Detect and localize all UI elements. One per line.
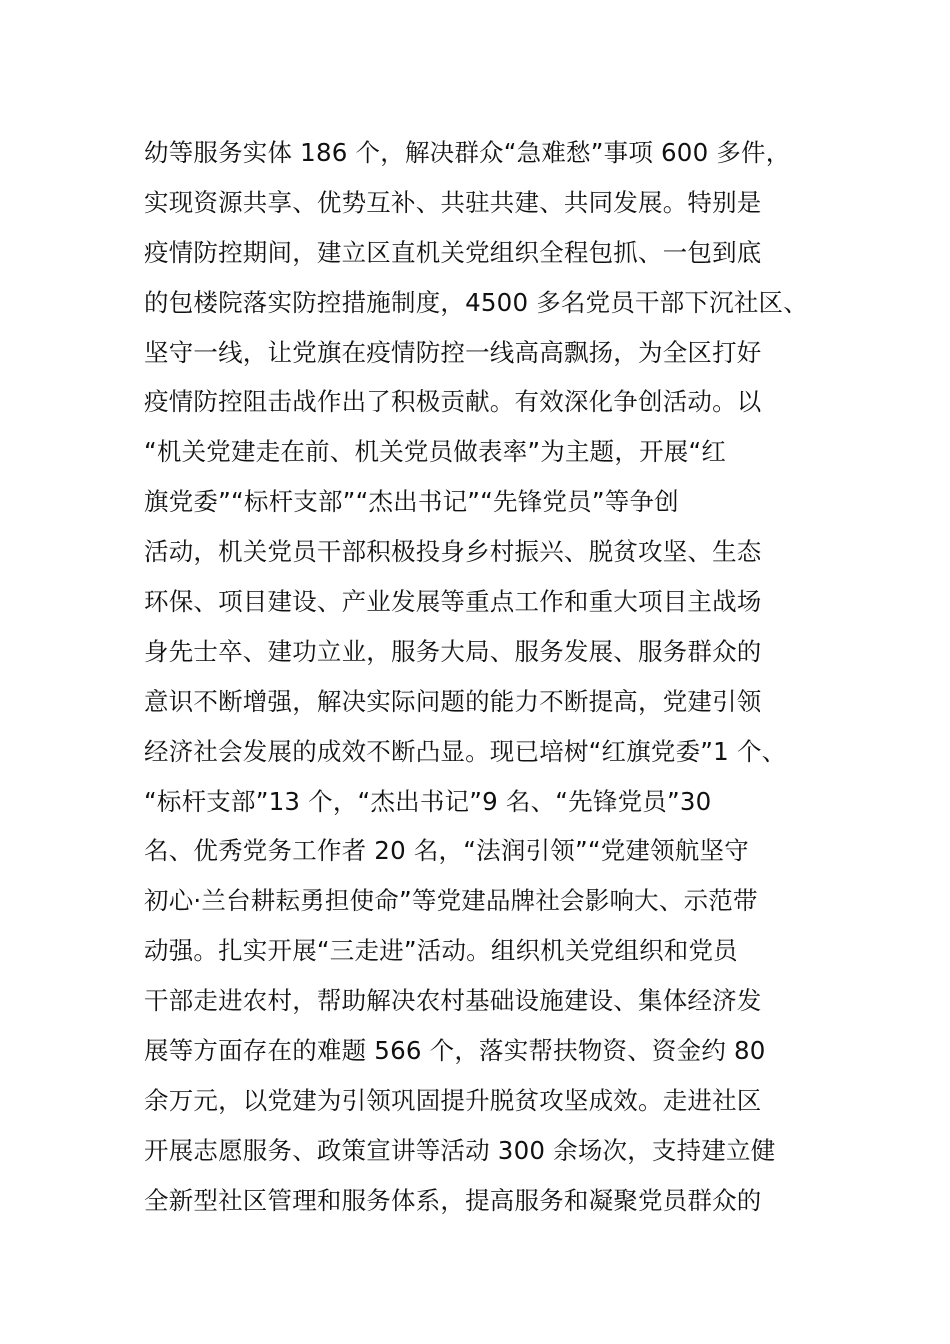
- body-text: [144, 128, 834, 1226]
- text-line: 名、优秀党务工作者 20 名，“法润引领”“党建领航坚守: [144, 836, 749, 866]
- text-line: 的包楼院落实防控措施制度，4500 多名党员干部下沉社区、: [144, 287, 808, 317]
- text-line: 全新型社区管理和服务体系，提高服务和凝聚党员群众的: [144, 1185, 762, 1215]
- text-line: 旗党委”“标杆支部”“杰出书记”“先锋党员”等争创: [144, 487, 679, 517]
- text-line: 疫情防控期间，建立区直机关党组织全程包抓、一包到底: [144, 237, 762, 267]
- text-line: 动强。扎实开展“三走进”活动。组织机关党组织和党员: [144, 936, 738, 966]
- text-line: 余万元，以党建为引领巩固提升脱贫攻坚成效。走进社区: [144, 1085, 762, 1115]
- text-line: 展等方面存在的难题 566 个，落实帮扶物资、资金约 80: [144, 1036, 766, 1066]
- text-line: 坚守一线，让党旗在疫情防控一线高高飘扬，为全区打好: [144, 337, 762, 367]
- text-line: 经济社会发展的成效不断凸显。现已培树“红旗党委”1 个、: [144, 736, 787, 766]
- text-line: 干部走进农村，帮助解决农村基础设施建设、集体经济发: [144, 986, 762, 1016]
- text-line: 实现资源共享、优势互补、共驻共建、共同发展。特别是: [144, 187, 762, 217]
- text-line: “标杆支部”13 个，“杰出书记”9 名、“先锋党员”30: [144, 786, 712, 816]
- text-line: 开展志愿服务、政策宣讲等活动 300 余场次，支持建立健: [144, 1135, 776, 1165]
- text-line: 幼等服务实体 186 个，解决群众“急难愁”事项 600 多件，: [144, 138, 791, 167]
- text-line: 身先士卒、建功立业，服务大局、服务发展、服务群众的: [144, 636, 762, 666]
- text-line: 初心·兰台耕耘勇担使命”等党建品牌社会影响大、示范带: [144, 886, 758, 916]
- text-line: “机关党建走在前、机关党员做表率”为主题，开展“红: [144, 437, 727, 467]
- text-line: 意识不断增强，解决实际问题的能力不断提高，党建引领: [144, 686, 762, 716]
- text-line: 活动，机关党员干部积极投身乡村振兴、脱贫攻坚、生态: [144, 537, 762, 567]
- text-line: 环保、项目建设、产业发展等重点工作和重大项目主战场: [144, 587, 762, 617]
- text-line: 疫情防控阻击战作出了积极贡献。有效深化争创活动。以: [144, 387, 762, 417]
